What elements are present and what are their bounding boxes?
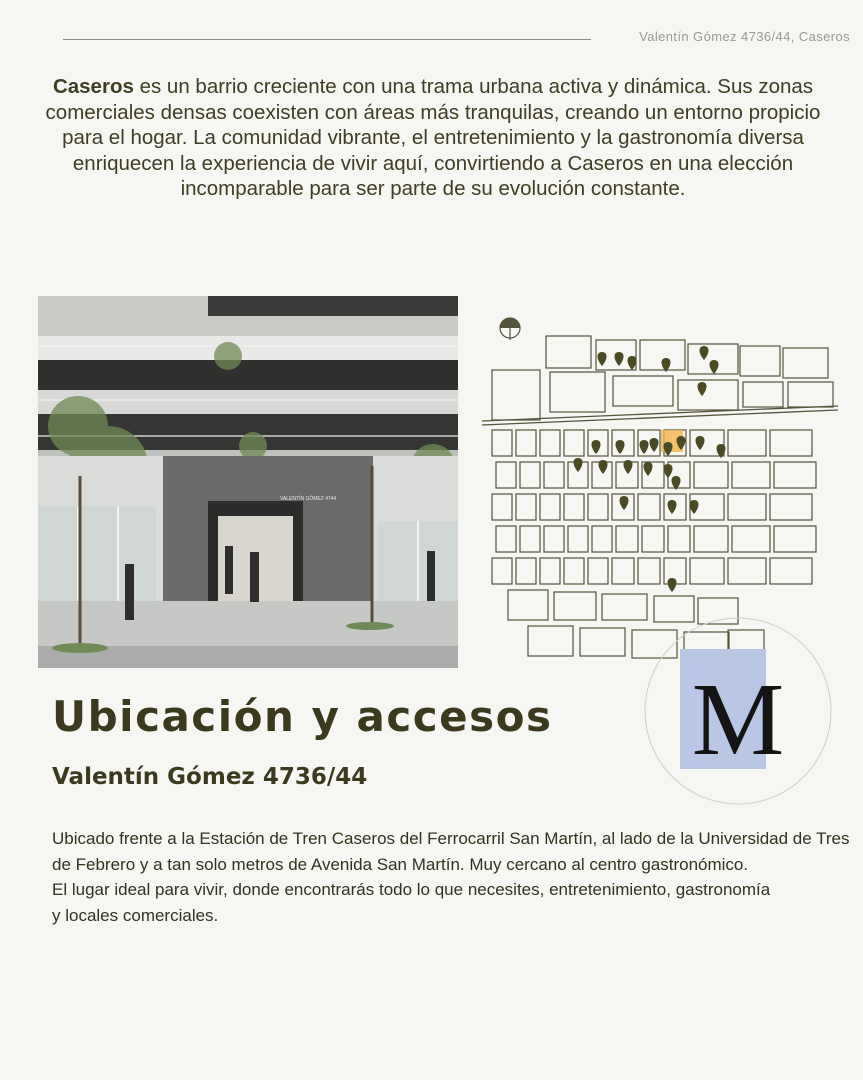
building-photo xyxy=(38,296,458,668)
map-block xyxy=(602,594,647,620)
map-block xyxy=(740,346,780,376)
location-pin-icon xyxy=(664,464,673,478)
map-block xyxy=(544,462,564,488)
location-pin-icon xyxy=(592,440,601,454)
map-block xyxy=(732,526,770,552)
map-block xyxy=(592,526,612,552)
map-block xyxy=(732,462,770,488)
logo-letter: M xyxy=(691,662,785,777)
location-pin-icon xyxy=(696,436,705,450)
map-block xyxy=(516,494,536,520)
location-pin-icon xyxy=(615,352,624,366)
map-block xyxy=(678,380,738,410)
location-pin-icon xyxy=(640,440,649,454)
section-title: Ubicación y accesos xyxy=(52,692,553,741)
map-block xyxy=(613,376,673,406)
map-block xyxy=(492,430,512,456)
map-block xyxy=(508,590,548,620)
building-illustration xyxy=(38,296,458,668)
map-block xyxy=(520,462,540,488)
map-block xyxy=(496,462,516,488)
map-block xyxy=(540,494,560,520)
description-paragraph-1: Ubicado frente a la Estación de Tren Caseros del Ferrocarril San Martín, al lado de la Universidad de Tres de Febrero y a tan solo metros de Avenida San Martín. Muy cercano al centro gastronómico. xyxy=(52,829,850,874)
intro-text: es un barrio creciente con una trama urbana activa y dinámica. Sus zonas comerciales densas coexisten con áreas más tranquilas, creando un entorno propicio para el hogar. La comunidad vibrante, el entretenimiento y la gastronomía diversa enriquecen la experiencia de vivir aquí, convirtiendo a Caseros en una elección incomparable para ser parte de su evolución constante. xyxy=(45,75,821,200)
location-pin-icon xyxy=(700,346,709,360)
facade-sign: VALENTÍN GÓMEZ 4744 xyxy=(280,496,337,502)
location-pin-icon xyxy=(668,500,677,514)
map-block xyxy=(616,526,638,552)
description-paragraph-3: y locales comerciales. xyxy=(52,905,219,925)
map-block xyxy=(516,430,536,456)
location-pin-icon xyxy=(620,496,629,510)
map-block xyxy=(496,526,516,552)
map-block xyxy=(520,526,540,552)
map-block xyxy=(638,558,660,584)
map-block xyxy=(728,494,766,520)
header-divider xyxy=(63,39,591,40)
map-block xyxy=(770,558,812,584)
location-pin-icon xyxy=(628,356,637,370)
header-address: Valentín Gómez 4736/44, Caseros xyxy=(639,29,850,44)
map-block xyxy=(690,558,724,584)
map-block xyxy=(550,372,605,412)
location-pin-icon xyxy=(698,382,707,396)
map-block xyxy=(638,494,660,520)
location-pin-icon xyxy=(650,438,659,452)
map-block xyxy=(492,494,512,520)
map-block xyxy=(642,526,664,552)
location-pin-icon xyxy=(574,458,583,472)
map-block xyxy=(568,526,588,552)
map-block xyxy=(564,494,584,520)
map-block xyxy=(728,558,766,584)
map-block xyxy=(492,370,540,420)
map-block xyxy=(774,526,816,552)
location-pin-icon xyxy=(599,460,608,474)
location-pin-icon xyxy=(664,442,673,456)
map-block xyxy=(694,526,728,552)
map-block xyxy=(588,494,608,520)
map-block xyxy=(783,348,828,378)
location-pin-icon xyxy=(624,460,633,474)
location-pin-icon xyxy=(644,462,653,476)
map-block xyxy=(544,526,564,552)
location-pin-icon xyxy=(616,440,625,454)
map-block xyxy=(540,558,560,584)
map-block xyxy=(770,494,812,520)
map-block xyxy=(564,430,584,456)
map-block xyxy=(668,526,690,552)
map-block xyxy=(554,592,596,620)
location-pin-icon xyxy=(710,360,719,374)
section-address: Valentín Gómez 4736/44 xyxy=(52,764,368,790)
location-pin-icon xyxy=(598,352,607,366)
map-block xyxy=(580,628,625,656)
map-block xyxy=(743,382,783,407)
map-block xyxy=(694,462,728,488)
map-block xyxy=(564,558,584,584)
map-block xyxy=(612,558,634,584)
north-arrow-icon xyxy=(500,318,520,340)
brand-logo xyxy=(643,608,833,814)
map-block xyxy=(540,430,560,456)
map-block xyxy=(546,336,591,368)
intro-paragraph xyxy=(38,74,828,202)
map-block xyxy=(728,430,766,456)
location-pin-icon xyxy=(690,500,699,514)
map-block xyxy=(770,430,812,456)
railway-line xyxy=(482,406,838,425)
map-block xyxy=(516,558,536,584)
location-description xyxy=(52,826,852,928)
map-block xyxy=(788,382,833,407)
map-block xyxy=(774,462,816,488)
intro-highlight: Caseros xyxy=(52,75,134,98)
map-block xyxy=(528,626,573,656)
location-pin-icon xyxy=(668,578,677,592)
description-paragraph-2: El lugar ideal para vivir, donde encontrarás todo lo que necesites, entretenimiento, gastronomía xyxy=(52,880,771,899)
map-block xyxy=(588,558,608,584)
map-block xyxy=(492,558,512,584)
